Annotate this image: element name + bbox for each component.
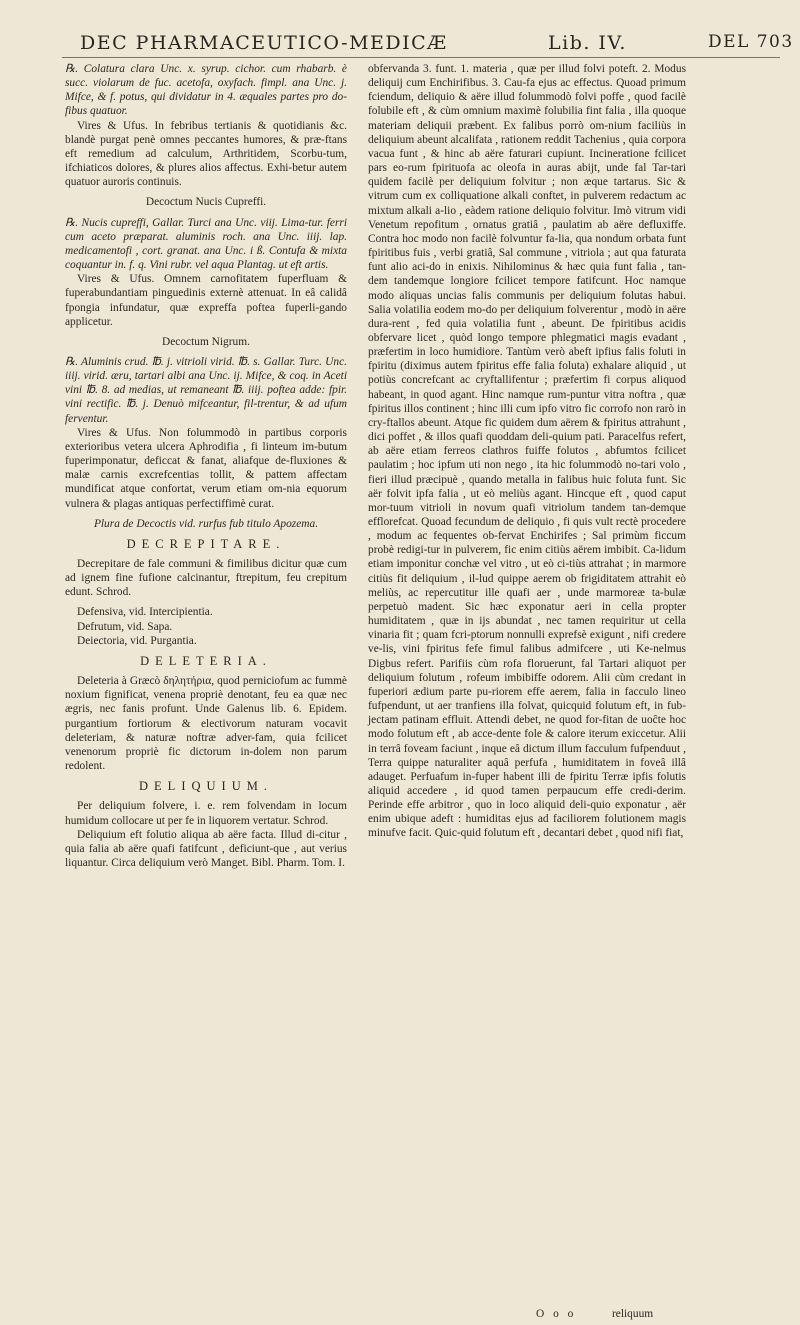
- body-paragraph: Vires & Ufus. Non folummodò in partibus corporis exterioribus vetera ulcera Aphrodifia , fi linteum im-butum fuperimponatur, deficcat & fanat, aliafque de-fluxiones & malæ carnis excrefcentias tollit, & pattem affectam mundificat atque confortat, verum etiam om-nia equorum vulnera & plagas antiquas perfectiffimè curat.: [65, 426, 347, 510]
- running-title: DEC PHARMACEUTICO-MEDICÆ: [80, 32, 448, 54]
- recipe-paragraph: ℞. Colatura clara Unc. x. syrup. cichor. cum rhabarb. è succ. violarum de fuc. acetofa, oxyfach. fimpl. ana Unc. j. Mifce, & f. potus, qui dividatur in 4. æquales partes pro do-fibus quatuor.: [65, 63, 347, 118]
- catchword: reliquum: [612, 1308, 654, 1320]
- page-footer: [368, 1308, 688, 1322]
- body-paragraph: Deliquium eft folutio aliqua ab aëre facta. Illud di-citur , quia falia ab aëre quafi fatifcunt , deficiunt-que , aut verius liquantur. Circa deliquium verò Manget. Bibl. Pharm. Tom. I.: [65, 828, 347, 869]
- section-heading: Decoctum Nucis Cupreffi.: [145, 196, 267, 209]
- header-rule: [62, 57, 780, 58]
- section-heading: Decoctum Nigrum.: [162, 335, 250, 348]
- cross-reference: Plura de Decoctis vid. rurfus fub titulo Apozema.: [93, 517, 319, 530]
- body-paragraph: Decrepitare de fale communi & fimilibus dicitur quæ cum ad ignem fine fufione calcinantur, ftrepitum, feu crepitum edunt. Schrod.: [65, 558, 347, 599]
- page-reference: DEL 703: [708, 32, 794, 52]
- right-column: [368, 62, 686, 841]
- signature-mark: O o o: [536, 1308, 577, 1320]
- left-column: [65, 62, 347, 870]
- body-paragraph: Vires & Ufus. In febribus tertianis & quotidianis &c. blandè purgat penè omnes peccantes humores, & præ-ftans eft remedium ad calculum, Arthritidem, Scorbu-tum, ifchiaticos dolores, & plures alios affectus. Exhi-betur autem quatuor auroris continuis.: [65, 119, 347, 189]
- entry-heading: DECREPITARE.: [126, 536, 286, 551]
- body-paragraph: Vires & Ufus. Omnem carnofitatem fuperfluam & fuperabundantiam pinguedinis externè attenuat. In eâ calidâ fpongia infundatur, quæ expreffa poftea fuperli-gando applicetur.: [65, 273, 347, 328]
- cross-reference: Defrutum, vid. Sapa.: [77, 620, 173, 633]
- entry-heading: DELETERIA.: [140, 653, 272, 668]
- cross-reference: Deiectoria, vid. Purgantia.: [77, 634, 197, 647]
- running-head: [62, 32, 794, 58]
- entry-heading: DELIQUIUM.: [139, 779, 273, 794]
- body-paragraph: Deleteria à Græcò δηλητήρια, quod perniciofum ac fummè noxium fignificat, venena propriè denotant, feu ea quæ nec ægris, nec fanis profunt. Unde Galenus lib. 6. Epidem. purgantium fortiorum & electivorum naturam vocavit deleteriam, & naturæ noftræ adver-fam, quia fcilicet venenorum propriè fic dictorum in-dolem non parum redolent.: [65, 675, 347, 773]
- book-number: Lib. IV.: [548, 32, 627, 54]
- cross-reference: Defensiva, vid. Intercipientia.: [77, 606, 213, 619]
- body-paragraph: obfervanda 3. funt. 1. materia , quæ per illud folvi poteft. 2. Modus deliquij cum Enchirifibus. 3. Cau-fa ejus ac effectus. Quoad primum fciendum, deliquio & aëre illud folummodò folvi poffe , quod facilè folubile eft , & cùm omnium maximè folubilia fint falia , illa quoque materiam deliquii præbent. Ex falibus porrò om-nium faciliùs in deliquium abeunt alcalifata , rationem reddit Tachenius , quia corpora vacua funt , & hinc ab aëre faturari cupiunt. Incineratione fcilicet pars eo-rum fpirituofa ac oleofa in auras abijt, unde fal Tar-tari quidem facilè per deliquium folvitur ; non æque tartarus. Sic & vitrum cum ex colliquatione alkali conftet, in pulverem redactum ac mixtum alkali a-lio , eàdem ratione deliquio folvitur. Imò vitrum vidi Venetum repofitum , ornatus gratiâ , paulatim ab aëre defluxiffe. Contra hoc modo non facilè folvuntur fa-lia, qua nondum orbata funt fpiritibus fuis , verbi gratiâ, Sal commune , vitriola ; aut qua faturata funt alio aci-do in enixis. Nihilominus & hæc quia funt falia , tan-dem tandemque longiore fcilicet tempore fatifcunt. Hoc namque modo aliquas uncias falis communis per deliquium folutas habui. Salia volatilia eodem mo-do per deliquium folverentur , modò in aëre dura-rent , fed quia volatilia funt , abeunt. De fpiritibus acidis obfervare licet , quòd longo tempore phlegmatici magis evadant , præfertim in loco humidiore. Tantùm verò abeft ipfius falis foluti in fpiritu (diximus autem fpiritus effe falia foluta) exhalare aliquid , ut potiùs concrefcant ac cryftallifentur ; præfertim fi corpus aliquod habeant, in quod agant. Hinc namque rum-puntur vitra noftra , quæ fpiritus illos continent ; hinc illi cum ipfo vitro fic corrofo non rarò in cry-ftallos abeunt. Atque fic quidem dum aërem & fpiritus attrahunt , dici poffet , & illos quafi quoddam deli-quium pati. Paracelfus refert, ab aëre etiam ferreos clathros fuiffe folutos , abfumtos fcilicet paulatim ; hoc ipfum uti non nego , ita hic folummodò no-tari volo , fieri illud præcipuè , quando metalla in falibus huic foluta funt. Sic aër folvit ipfa falia , ut eò meliùs agant. Hincque eft , quod caput mor-tuum vitrioli in novum quafi vitriolum tandem tan-demque efflorefcat. Quoad fecundum de deliquio , fi quis vult rectè procedere , modum ac fequentes ob-fervat Enchirifes ; Sal primùm ficcum probè redigi-tur in pulverem, fic enim citiùs aërem imbibit. Ca-lidum etiam imponitur conchæ vel vitro , ut eò ci-tiùs attrahat ; in marmore citiùs fit deliquium , il-lud quippe aerem ob frigiditatem attrahit eò meliùs, ac repercutitur ille quafi aer , unde marmoreæ ta-bulæ perpetuò madent. Sic hæc exponatur aeri in cella propter humiditatem , quæ in ijs abundat , nec tamen requiritur ut cella vinaria fit ; quam fcri-ptorum nonnulli exprefsè exigunt , nifi credere ve-lis, vini fpiritus fefe fimul falibus admifcere , uti Ke-nelmus Digbus refert. Parifiis cùm rofa floruerunt, fal Tartari aliquot per deliquium folutum , rofeum imbibiffe odorem. Alii cùm credant in fuperiori ædium parte pu-riorem effe aerem, falia in facculo lineo fufpendunt, ut aer tranfiens illa folvat, quicquid folutum eft, in fub-jectam patinam effluit. Attendi debet, ne quod for-fitan de uoĉte hoc modo folutum eft , ab acce-dente fole & calore iterum exiccetur. Alii in terrâ foveam faciunt , inque eâ dictum illum facculum fufpenduut , Terra quippe naturaliter aquâ perfufa , humiditatem in foveâ illâ adauget. Perfuafum in-fuper habent illi de fpiritu Terræ ipfis folutis aliquid accedere , id quod tamen perpaucum effe credi-derim. Perinde effe arbitror , quo in loco aliquid deli-quio exponatur , aër enim ubique adeft : humiditas ejus ad faciliorem folutionem magis minufve facit. Quic-quid folutum eft , decantari debet , quod nifi fiat,: [368, 63, 686, 840]
- body-paragraph: Per deliquium folvere, i. e. rem folvendam in locum humidum collocare ut per fe in liquorem vertatur. Schrod.: [65, 800, 347, 827]
- recipe-paragraph: ℞. Nucis cupreffi, Gallar. Turci ana Unc. viij. Lima-tur. ferri cum aceto præparat. aluminis roch. ana Unc. iiij. lap. medicamentofi , cort. granat. ana Unc. i ß. Contufa & mixta coquantur in. f. q. Vini rubr. vel aqua Plantag. ut eft artis.: [65, 216, 347, 272]
- recipe-paragraph: ℞. Aluminis crud. ℔. j. vitrioli virid. ℔. s. Gallar. Turc. Unc. iiij. virid. æru, tartari albi ana Unc. ij. Mifce, & coq. in Aceti vini ℔. 8. ad medias, ut remaneant ℔. iiij. poftea adde: fpir. vini rectific. ℔. j. Denuò mifceantur, fil-trentur, & ad ufum ferventur.: [65, 355, 347, 425]
